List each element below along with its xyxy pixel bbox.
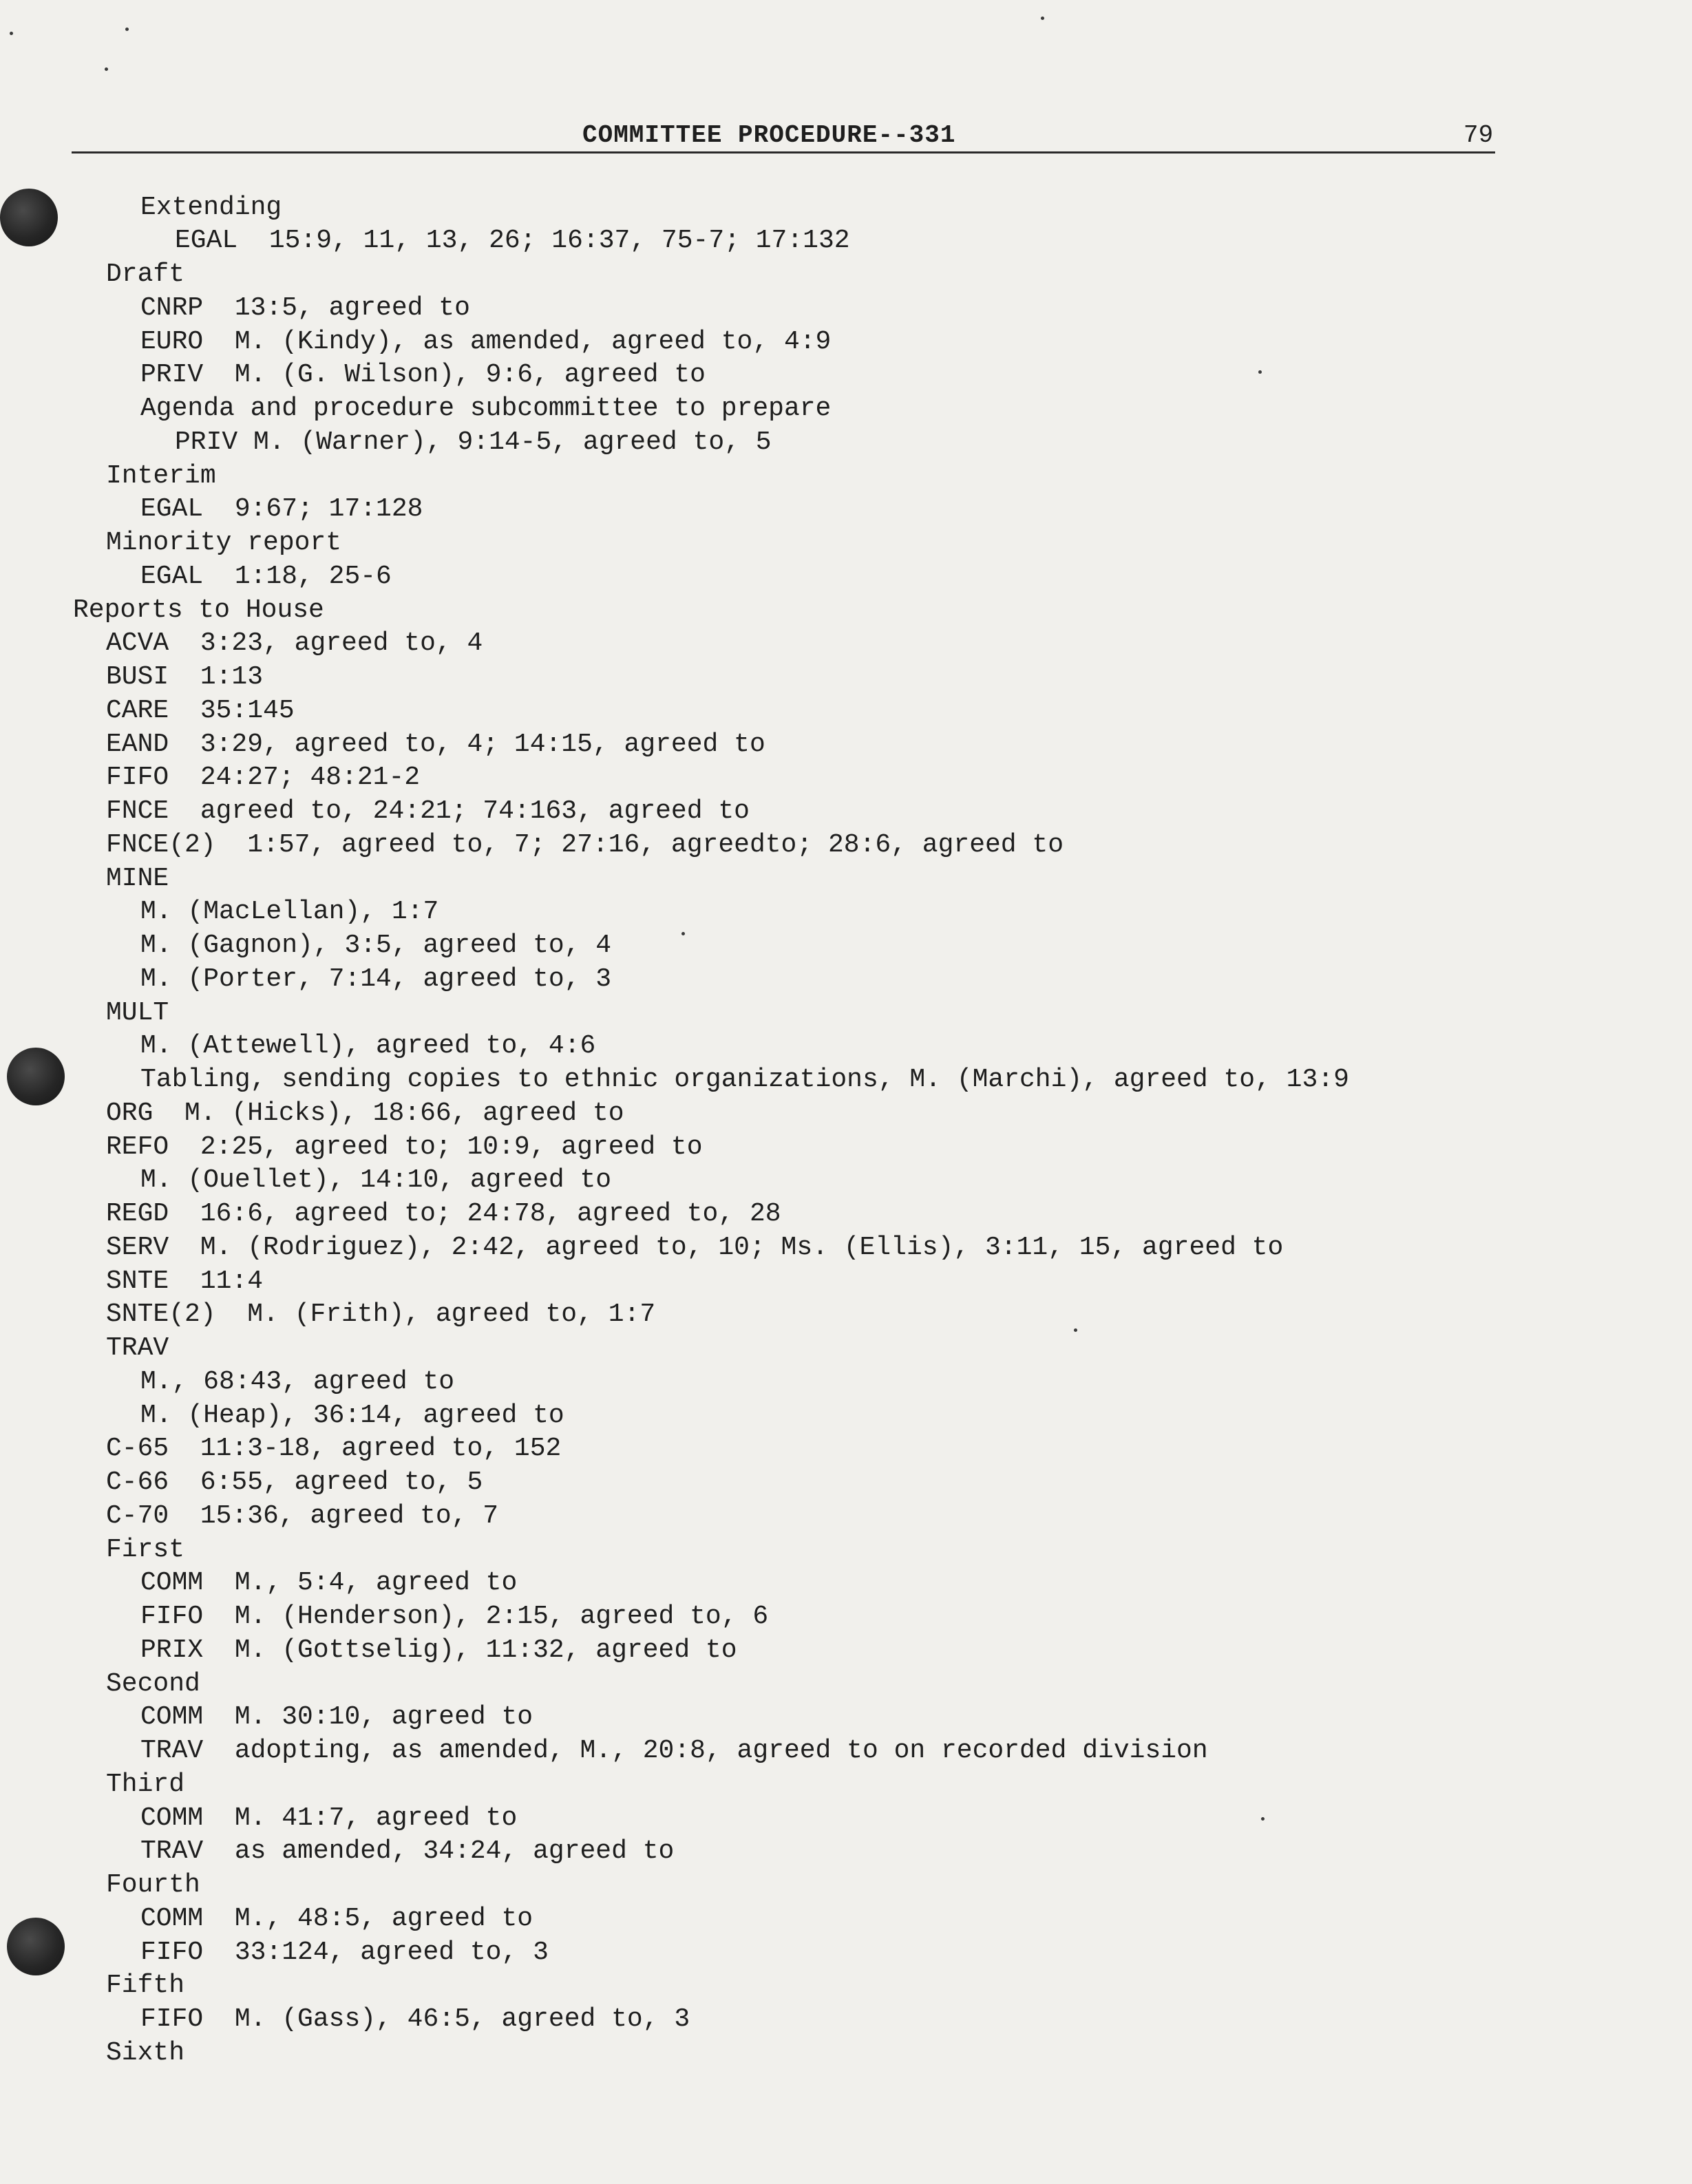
index-entry: M. (Ouellet), 14:10, agreed to xyxy=(140,1165,612,1195)
index-entry: C-70 15:36, agreed to, 7 xyxy=(106,1501,499,1531)
index-entry: Tabling, sending copies to ethnic organizations, M. (Marchi), agreed to, 13:9 xyxy=(140,1065,1349,1094)
index-entry: M. (Porter, 7:14, agreed to, 3 xyxy=(140,964,612,994)
index-entry: Draft xyxy=(106,259,185,289)
index-entry: TRAV as amended, 34:24, agreed to xyxy=(140,1836,675,1866)
index-entry: First xyxy=(106,1535,185,1565)
index-entry: COMM M., 48:5, agreed to xyxy=(140,1904,533,1933)
index-entry: FNCE agreed to, 24:21; 74:163, agreed to xyxy=(106,796,750,826)
header-rule xyxy=(72,151,1495,153)
index-entry: EGAL 9:67; 17:128 xyxy=(140,494,423,524)
index-entry: C-65 11:3-18, agreed to, 152 xyxy=(106,1434,562,1463)
index-entry: M. (Attewell), agreed to, 4:6 xyxy=(140,1031,596,1061)
index-entry: COMM M. 30:10, agreed to xyxy=(140,1702,533,1732)
scan-speck xyxy=(10,32,13,35)
index-entry: Extending xyxy=(140,193,282,222)
index-entry: TRAV xyxy=(106,1333,169,1363)
index-entry: MINE xyxy=(106,864,169,893)
index-entry: Interim xyxy=(106,461,216,491)
index-entry: COMM M., 5:4, agreed to xyxy=(140,1568,518,1598)
index-entry: COMM M. 41:7, agreed to xyxy=(140,1803,518,1833)
index-entry: M., 68:43, agreed to xyxy=(140,1367,455,1397)
index-entry: EGAL 15:9, 11, 13, 26; 16:37, 75-7; 17:132 xyxy=(175,226,850,255)
index-entry: Fourth xyxy=(106,1870,200,1900)
index-entry: CARE 35:145 xyxy=(106,696,295,725)
index-entry: M. (MacLellan), 1:7 xyxy=(140,897,439,926)
index-entry: Sixth xyxy=(106,2038,185,2068)
index-heading: Reports to House xyxy=(73,595,324,625)
scan-speck xyxy=(1041,17,1044,20)
index-entry: EAND 3:29, agreed to, 4; 14:15, agreed to xyxy=(106,730,765,759)
index-entry: FNCE(2) 1:57, agreed to, 7; 27:16, agreedto; 28:6, agreed to xyxy=(106,830,1064,860)
running-header: COMMITTEE PROCEDURE--331 xyxy=(582,121,956,149)
punch-hole xyxy=(7,1048,65,1105)
scan-speck xyxy=(105,67,108,71)
index-entry: SNTE(2) M. (Frith), agreed to, 1:7 xyxy=(106,1300,656,1329)
index-entry: Fifth xyxy=(106,1971,185,2000)
scan-speck xyxy=(125,28,129,31)
index-entry: CNRP 13:5, agreed to xyxy=(140,293,470,323)
index-entry: REFO 2:25, agreed to; 10:9, agreed to xyxy=(106,1132,703,1162)
index-entry: MULT xyxy=(106,998,169,1028)
scan-speck xyxy=(1258,370,1262,374)
index-entry: Second xyxy=(106,1669,200,1699)
index-entry: PRIV M. (Warner), 9:14-5, agreed to, 5 xyxy=(175,427,772,457)
index-entry: M. (Heap), 36:14, agreed to xyxy=(140,1401,564,1430)
scan-speck xyxy=(1261,1817,1265,1821)
index-entry: PRIX M. (Gottselig), 11:32, agreed to xyxy=(140,1635,737,1665)
index-entry: EGAL 1:18, 25-6 xyxy=(140,562,392,591)
index-entry: SERV M. (Rodriguez), 2:42, agreed to, 10; Ms. (Ellis), 3:11, 15, agreed to xyxy=(106,1233,1284,1262)
index-entry: ACVA 3:23, agreed to, 4 xyxy=(106,628,483,658)
index-entry: TRAV adopting, as amended, M., 20:8, agreed to on recorded division xyxy=(140,1736,1208,1766)
index-entry: FIFO 33:124, agreed to, 3 xyxy=(140,1938,549,1967)
index-entry: FIFO M. (Gass), 46:5, agreed to, 3 xyxy=(140,2004,690,2034)
index-entry: Third xyxy=(106,1770,185,1799)
index-entry: EURO M. (Kindy), as amended, agreed to, 4:9 xyxy=(140,327,832,357)
index-entry: FIFO 24:27; 48:21-2 xyxy=(106,763,421,792)
index-entry: Minority report xyxy=(106,528,342,558)
index-entry: M. (Gagnon), 3:5, agreed to, 4 xyxy=(140,931,612,960)
punch-hole xyxy=(7,1918,65,1975)
index-entry: FIFO M. (Henderson), 2:15, agreed to, 6 xyxy=(140,1602,769,1631)
punch-hole xyxy=(0,189,58,246)
index-entry: C-66 6:55, agreed to, 5 xyxy=(106,1467,483,1497)
index-entry: Agenda and procedure subcommittee to prepare xyxy=(140,394,832,423)
scan-speck xyxy=(681,932,685,935)
index-entry: REGD 16:6, agreed to; 24:78, agreed to, 28 xyxy=(106,1199,781,1229)
page-number: 79 xyxy=(1463,121,1494,149)
index-entry: ORG M. (Hicks), 18:66, agreed to xyxy=(106,1099,624,1128)
index-entry: PRIV M. (G. Wilson), 9:6, agreed to xyxy=(140,360,706,390)
scan-speck xyxy=(1074,1328,1077,1332)
index-entry: BUSI 1:13 xyxy=(106,662,264,692)
index-entry: SNTE 11:4 xyxy=(106,1266,264,1296)
